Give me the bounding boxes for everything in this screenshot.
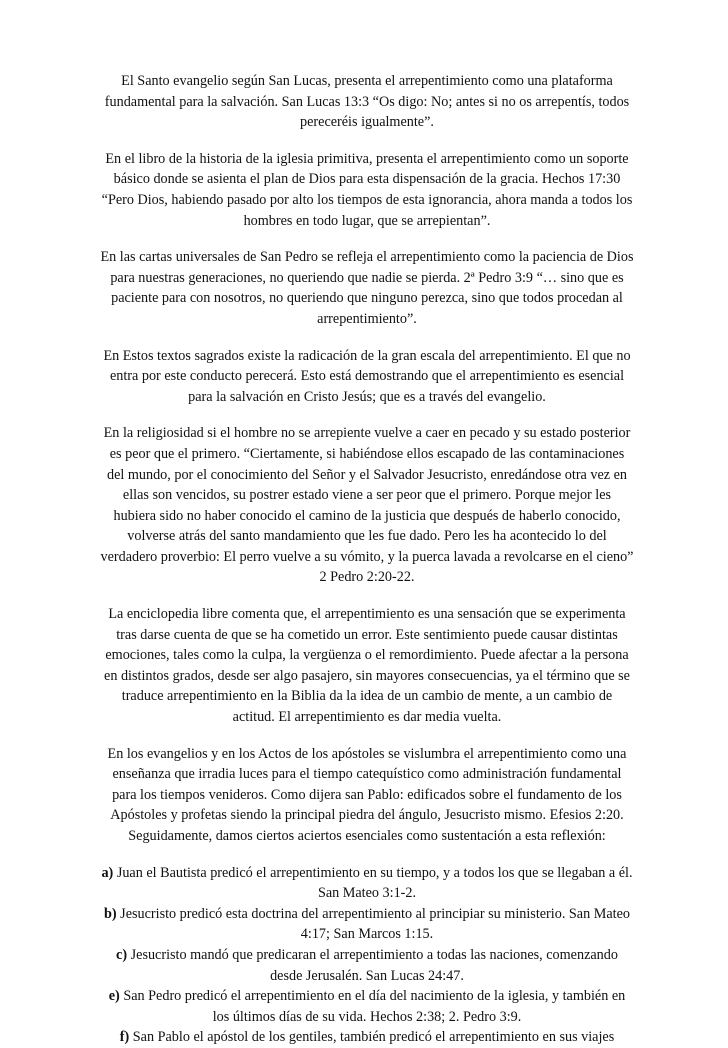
list-item-letter: a) — [101, 864, 114, 881]
paragraph-textos-sagrados: En Estos textos sagrados existe la radicación de la gran escala del arrepentimiento. El que no entra por este conducto perecerá. Esto está demostrando que el arrepentimiento es esencial para la salvación en Cristo Jesús; que es a través del evangelio. — [103, 347, 631, 405]
paragraph-pedro: En las cartas universales de San Pedro se refleja el arrepentimiento como la paciencia de Dios para nuestras generaciones, no queriendo que nadie se pierda. 2ª Pedro 3:9 “… sino que es paciente para con nosotros, no queriendo que ninguno perezca, sino que todos procedan al arrepentimiento”. — [100, 249, 634, 327]
paragraph-religiosidad: En la religiosidad si el hombre no se arrepiente vuelve a caer en pecado y su estado posterior es peor que el primero. “Ciertamente, si habiéndose ellos escapado de las contaminaciones del mundo, por el conocimiento del Señor y el Salvador Jesucristo, enredándose otra vez en ellas son vencidos, su postrer estado viene a ser peor que el primero. Porque mejor les hubiera sido no haber conocido el camino de la justicia que después de haberlo conocido, volverse atrás del santo mandamiento que les fue dado. Pero les ha acontecido lo del verdadero proverbio: El perro vuelve a su vómito, y la puerca lavada a revolcarse en el cieno” 2 Pedro 2:20-22. — [100, 425, 634, 586]
list-item-letter: b) — [104, 905, 117, 922]
list-item — [100, 945, 634, 986]
list-item — [100, 1027, 634, 1048]
list-item-text: Jesucristo mandó que predicaran el arrepentimiento a todas las naciones, comenzando desde Jerusalén. San Lucas 24:47. — [127, 946, 618, 984]
paragraph-evangelios: En los evangelios y en los Actos de los apóstoles se vislumbra el arrepentimiento como una enseñanza que irradia luces para el tiempo catequístico como administración fundamental para los tiempos venideros. Como dijera san Pablo: edificados sobre el fundamento de los Apóstoles y profetas siendo la principal piedra del ángulo, Jesucristo mismo. Efesios 2:20. Seguidamente, damos ciertos aciertos esenciales como sustentación a esta reflexión: — [107, 745, 627, 844]
list-item — [100, 986, 634, 1027]
list-item-text: Juan el Bautista predicó el arrepentimiento en su tiempo, y a todos los que se llegaban a él. San Mateo 3:1-2. — [113, 864, 633, 902]
list-item-letter: f) — [119, 1029, 130, 1046]
document-page — [100, 71, 634, 1048]
list-item-text: San Pablo el apóstol de los gentiles, también predicó el arrepentimiento en sus viajes — [129, 1029, 615, 1046]
list-item-text: Jesucristo predicó esta doctrina del arrepentimiento al principiar su ministerio. San Mateo 4:17; San Marcos 1:15. — [116, 905, 630, 943]
list-item-letter: e) — [108, 988, 120, 1005]
paragraph-lucas: El Santo evangelio según San Lucas, presenta el arrepentimiento como una plataforma fundamental para la salvación. San Lucas 13:3 “Os digo: No; antes si no os arrepentís, todos pereceréis igualmente”. — [104, 73, 630, 131]
paragraph-hechos: En el libro de la historia de la iglesia primitiva, presenta el arrepentimiento como un soporte básico donde se asienta el plan de Dios para esta dispensación de la gracia. Hechos 17:30 “Pero Dios, habiendo pasado por alto los tiempos de esta ignorancia, ahora manda a todos los hombres en todo lugar, que se arrepientan”. — [101, 150, 633, 229]
paragraph-enciclopedia: La enciclopedia libre comenta que, el arrepentimiento es una sensación que se experimenta tras darse cuenta de que se ha cometido un error. Este sentimiento puede causar distintas emociones, tales como la culpa, la vergüenza o el remordimiento. Puede afectar a la persona en distintos grados, desde ser algo pasajero, sin mayores consecuencias, ya el término que se traduce arrepentimiento en la Biblia da la idea de un cambio de mente, a un cambio de actitud. El arrepentimiento es dar media vuelta. — [104, 606, 630, 726]
list-item — [100, 863, 634, 904]
list-item-letter: c) — [116, 946, 128, 963]
aciertos-list — [100, 863, 634, 1048]
list-item — [100, 904, 634, 945]
list-item-text: San Pedro predicó el arrepentimiento en el día del nacimiento de la iglesia, y también en los últimos días de su vida. Hechos 2:38; 2. Pedro 3:9. — [119, 988, 626, 1025]
